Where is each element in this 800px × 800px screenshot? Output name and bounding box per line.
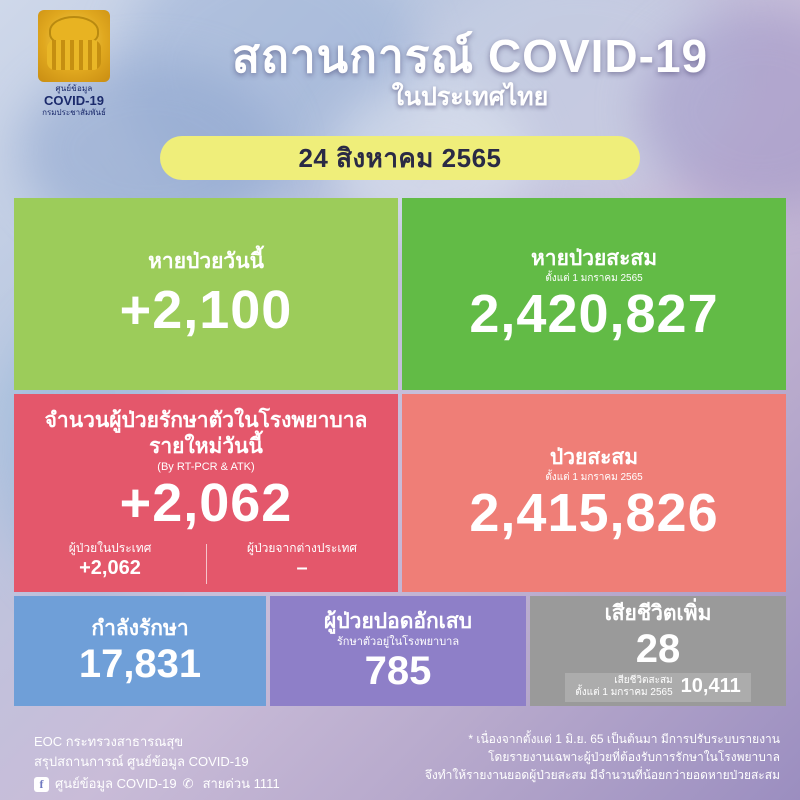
- footer-source: [34, 732, 280, 794]
- facebook-icon[interactable]: f: [34, 777, 49, 792]
- recovered-total-sublabel: ตั้งแต่ 1 มกราคม 2565: [545, 272, 643, 284]
- phone-icon: ✆: [182, 776, 194, 791]
- date-badge: 24 สิงหาคม 2565: [160, 136, 640, 180]
- footer-note-line3: จึงทำให้รายงานยอดผู้ป่วยสะสม มีจำนวนที่น้อยกว่ายอดหายป่วยสะสม: [424, 768, 780, 782]
- pneumonia-label-line2: รักษาตัวอยู่ในโรงพยาบาล: [336, 636, 460, 648]
- domestic-cases: [14, 540, 206, 580]
- cases-total-label: ป่วยสะสม: [549, 445, 639, 469]
- card-deaths: [530, 596, 786, 706]
- footer-line2: สรุปสถานการณ์ ศูนย์ข้อมูล COVID-19: [34, 754, 249, 769]
- footer-note-line2: โดยรายงานเฉพาะผู้ป่วยที่ต้องรับการรักษาในโรงพยาบาล: [488, 750, 780, 764]
- title-subtitle: ในประเทศไทย: [391, 83, 549, 111]
- card-recovered-today: [14, 198, 398, 390]
- new-cases-breakdown: [14, 540, 398, 580]
- stats-row-2: [14, 394, 786, 592]
- logo-line1: ศูนย์ข้อมูล: [55, 84, 93, 93]
- cases-total-sublabel: ตั้งแต่ 1 มกราคม 2565: [545, 471, 643, 483]
- imported-cases-value: –: [296, 557, 308, 579]
- card-pneumonia: [270, 596, 526, 706]
- stats-row-1: [14, 198, 786, 390]
- card-cases-total: [402, 394, 786, 592]
- deaths-total-box: [565, 673, 750, 702]
- imported-cases: [206, 540, 398, 580]
- title-main: สถานการณ์ COVID-19: [231, 30, 709, 82]
- facebook-label[interactable]: ศูนย์ข้อมูล COVID-19: [55, 776, 177, 791]
- new-cases-label-line1: จำนวนผู้ป่วยรักษาตัวในโรงพยาบาล: [44, 409, 368, 432]
- header: [0, 0, 800, 196]
- pneumonia-value: 785: [364, 649, 432, 693]
- stats-row-3: [14, 596, 786, 706]
- cases-total-value: 2,415,826: [469, 482, 719, 543]
- card-new-cases: [14, 394, 398, 592]
- card-recovered-total: [402, 198, 786, 390]
- domestic-cases-label: ผู้ป่วยในประเทศ: [68, 541, 152, 555]
- thai-garuda-emblem-icon: [38, 10, 110, 82]
- new-cases-value: +2,062: [119, 473, 293, 533]
- page-title: [150, 30, 790, 112]
- breakdown-divider: [206, 544, 207, 584]
- phone-label: สายด่วน 1111: [202, 776, 280, 791]
- deaths-label: เสียชีวิตเพิ่ม: [604, 601, 712, 625]
- footer-social: [34, 774, 280, 794]
- new-cases-label-line2: รายใหม่วันนี้: [149, 435, 263, 458]
- logo: [14, 10, 134, 118]
- footer-note-line1: * เนื่องจากตั้งแต่ 1 มิ.ย. 65 เป็นต้นมา มีการปรับระบบรายงาน: [468, 732, 780, 746]
- deaths-total-value: 10,411: [680, 675, 741, 697]
- recovered-total-value: 2,420,827: [469, 283, 719, 344]
- card-treating: [14, 596, 266, 706]
- new-cases-method-note: (By RT-PCR & ATK): [157, 461, 255, 473]
- logo-line3: กรมประชาสัมพันธ์: [42, 108, 106, 117]
- treating-label: กำลังรักษา: [91, 617, 189, 640]
- recovered-today-value: +2,100: [119, 280, 293, 340]
- footer: [0, 722, 800, 800]
- footer-note: [350, 730, 780, 784]
- treating-value: 17,831: [78, 642, 202, 686]
- domestic-cases-value: +2,062: [79, 557, 141, 579]
- pneumonia-label-line1: ผู้ป่วยปอดอักเสบ: [324, 610, 472, 633]
- deaths-total-label-line1: เสียชีวิตสะสม: [614, 674, 673, 686]
- footer-line1: EOC กระทรวงสาธารณสุข: [34, 734, 184, 749]
- deaths-value: 28: [635, 626, 681, 671]
- deaths-total-label-line2: ตั้งแต่ 1 มกราคม 2565: [575, 686, 673, 698]
- stats-grid: [14, 198, 786, 710]
- recovered-today-label: หายป่วยวันนี้: [148, 250, 264, 273]
- imported-cases-label: ผู้ป่วยจากต่างประเทศ: [247, 541, 357, 555]
- logo-line2: COVID-19: [44, 93, 104, 108]
- recovered-total-label: หายป่วยสะสม: [530, 246, 658, 270]
